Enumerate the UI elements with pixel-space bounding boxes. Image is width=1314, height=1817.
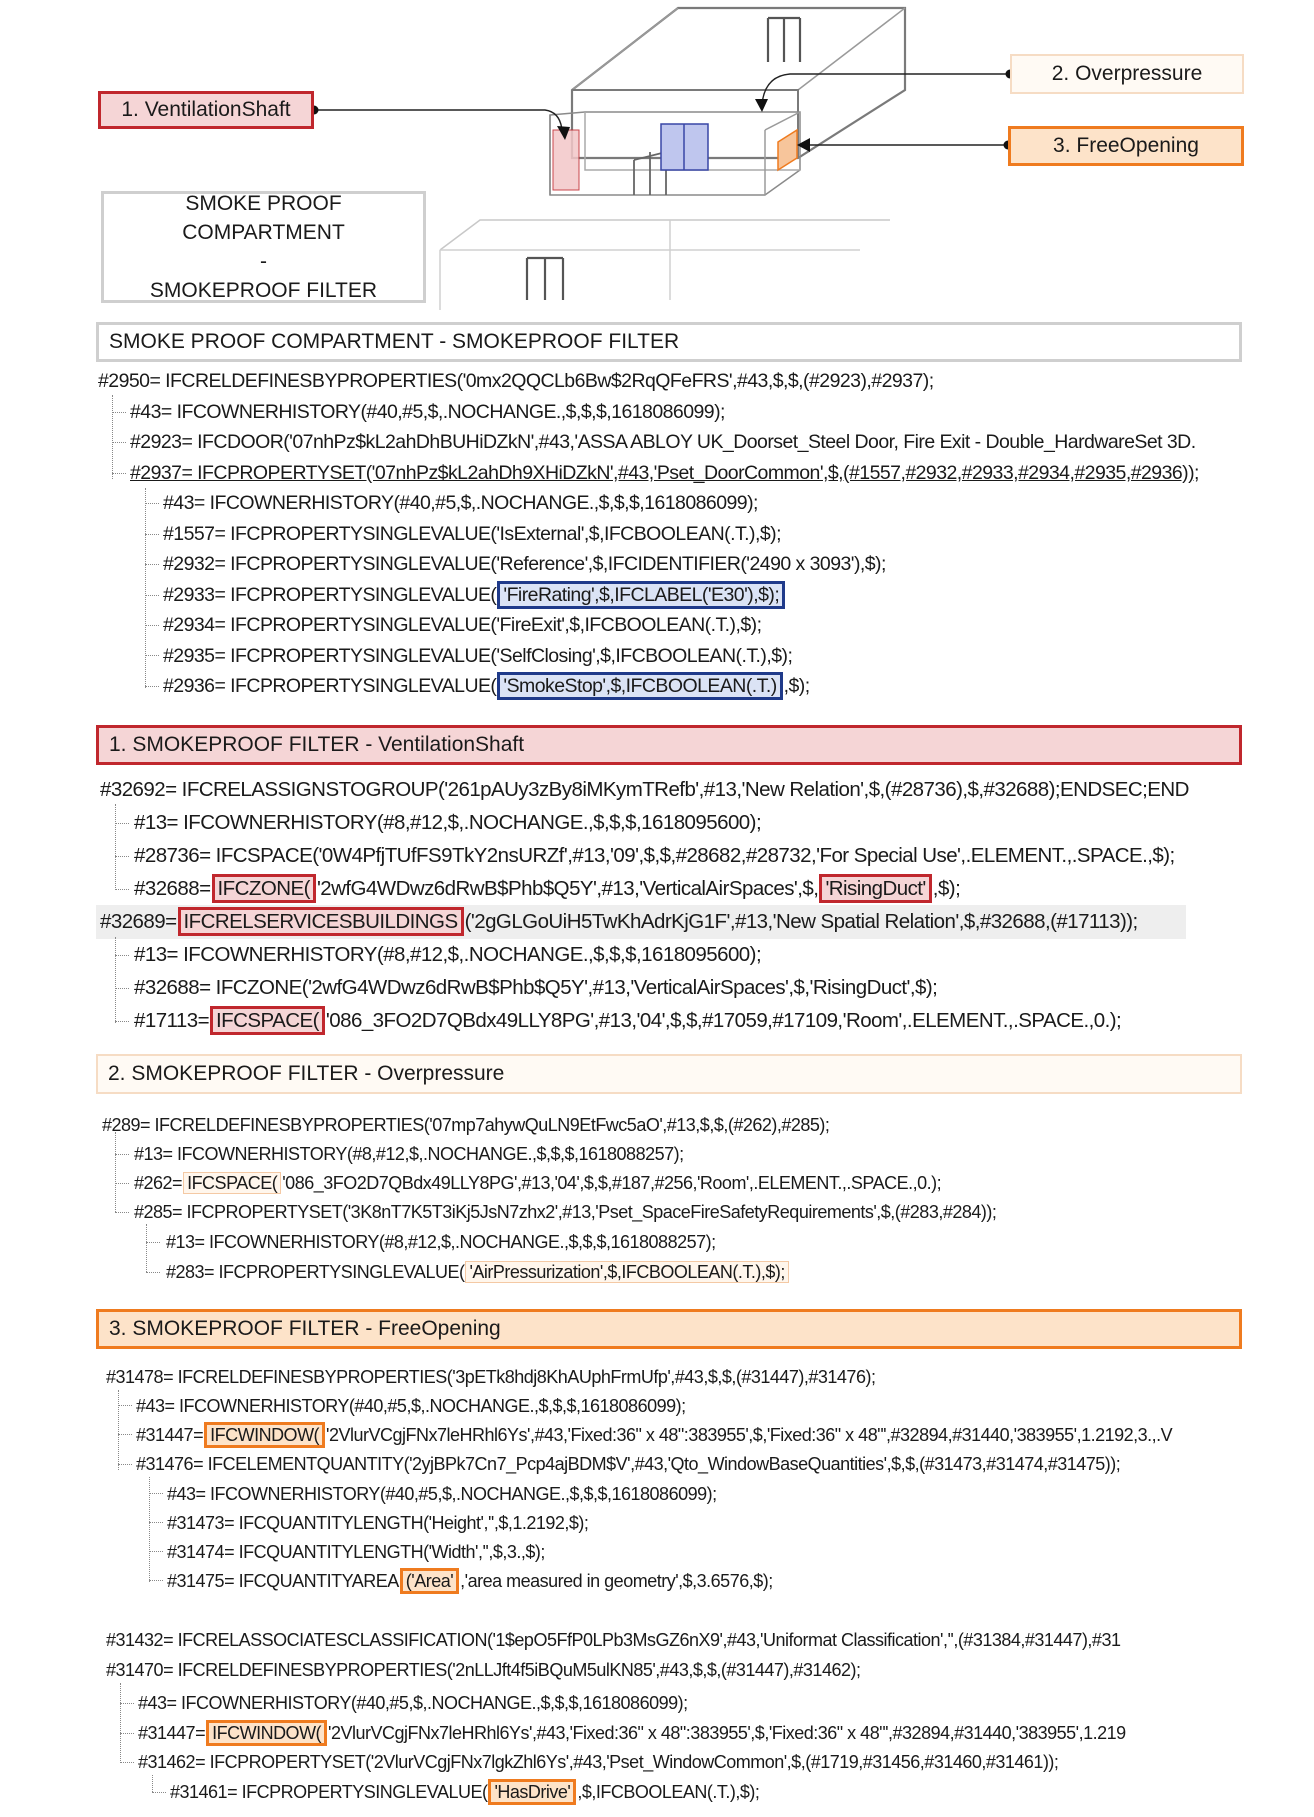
ifc-line	[163, 582, 786, 608]
highlight-ifcwindow: IFCWINDOW(	[204, 1422, 325, 1448]
ifc-code: '2wfG4WDwz6dRwB$Phb$Q5Y',#13,'VerticalAirSpaces',$,	[316, 877, 819, 900]
ifc-code: #2936= IFCPROPERTYSINGLEVALUE(	[163, 675, 497, 697]
ifc-code: ('2gGLGoUiH5TwKhAdrKjG1F',#13,'New Spatial Relation',$,#32688,(#17113));	[464, 910, 1138, 933]
ifc-line: #2932= IFCPROPERTYSINGLEVALUE('Reference',$,IFCIDENTIFIER('2490 x 3093'),$);	[163, 553, 886, 575]
ifc-code: '086_3FO2D7QBdx49LLY8PG',#13,'04',$,$,#187,#256,'Room',.ELEMENT.,.SPACE.,0.);	[282, 1173, 942, 1193]
compartment-label-line3: SMOKEPROOF FILTER	[149, 279, 378, 302]
ifc-line-propertyset: #2937= IFCPROPERTYSET('07nhPz$kL2ahDh9XHiDZkN',#43,'Pset_DoorCommon',$,(#1557,#2932,#2933,#2934,#2935,#2936));	[130, 462, 1199, 484]
ifc-code: #262=	[134, 1173, 183, 1193]
section-header-overpressure: 2. SMOKEPROOF FILTER - Overpressure	[96, 1054, 1242, 1094]
section-header-compartment: SMOKE PROOF COMPARTMENT - SMOKEPROOF FILTER	[96, 322, 1242, 362]
compartment-label-line1: SMOKE PROOF COMPARTMENT	[182, 192, 345, 244]
ifc-code: #32688=	[134, 877, 211, 900]
ifc-line: #2923= IFCDOOR('07nhPz$kL2ahDhBUHiDZkN',#43,'ASSA ABLOY UK_Doorset_Steel Door, Fire Exit - Double_HardwareSet 3D.	[130, 431, 1196, 453]
ifc-code: #2933= IFCPROPERTYSINGLEVALUE(	[163, 584, 497, 606]
section-header-ventilation-shaft: 1. SMOKEPROOF FILTER - VentilationShaft	[96, 725, 1242, 765]
section-header-free-opening: 3. SMOKEPROOF FILTER - FreeOpening	[96, 1309, 1242, 1349]
callout-ventilation-shaft: 1. VentilationShaft	[98, 91, 314, 129]
callout-free-opening: 3. FreeOpening	[1008, 126, 1244, 166]
highlight-air-pressurization: 'AirPressurization',$,IFCBOOLEAN(.T.),$);	[465, 1261, 788, 1283]
ifc-line: #31474= IFCQUANTITYLENGTH('Width','',$,3.,$);	[167, 1542, 545, 1562]
ifc-code: #31447=	[136, 1425, 204, 1445]
ifc-code: ,'area measured in geometry',$,3.6576,$);	[460, 1571, 773, 1591]
highlight-ifczone: IFCZONE(	[212, 874, 316, 903]
ifc-line	[134, 876, 960, 902]
ifc-line: #28736= IFCSPACE('0W4PfjTUfFS9TkY2nsURZf',#13,'09',$,$,#28682,#28732,'For Special Use',.ELEMENT.,.SPACE.,$);	[134, 844, 1175, 867]
ifc-code: #31447=	[138, 1723, 206, 1743]
ifc-line: #13= IFCOWNERHISTORY(#8,#12,$,.NOCHANGE.,$,$,$,1618095600);	[134, 943, 762, 966]
compartment-label-line2: -	[260, 250, 267, 273]
highlight-area: ('Area'	[400, 1568, 459, 1594]
ifc-line	[167, 1568, 773, 1594]
ifc-line: #43= IFCOWNERHISTORY(#40,#5,$,.NOCHANGE.,$,$,$,1618086099);	[138, 1693, 688, 1713]
ifc-line	[100, 909, 1138, 935]
ifc-line: #2935= IFCPROPERTYSINGLEVALUE('SelfClosing',$,IFCBOOLEAN(.T.),$);	[163, 645, 793, 667]
ifc-code: ,$,IFCBOOLEAN(.T.),$);	[577, 1782, 760, 1802]
ifc-line	[134, 1008, 1121, 1034]
ifc-code: #283= IFCPROPERTYSINGLEVALUE(	[166, 1262, 465, 1282]
ifc-code: ,$);	[932, 877, 961, 900]
ifc-line	[138, 1720, 1126, 1746]
ifc-line: #289= IFCRELDEFINESBYPROPERTIES('07mp7ahywQuLN9EtFwc5aO',#13,$,$,(#262),#285);	[102, 1115, 830, 1135]
callout-overpressure: 2. Overpressure	[1010, 54, 1244, 94]
ifc-line: #32688= IFCZONE('2wfG4WDwz6dRwB$Phb$Q5Y',#13,'VerticalAirSpaces',$,'RisingDuct',$);	[134, 976, 938, 999]
ifc-line: #13= IFCOWNERHISTORY(#8,#12,$,.NOCHANGE.,$,$,$,1618088257);	[166, 1232, 716, 1252]
compartment-label-box	[101, 191, 426, 303]
ifc-line	[136, 1422, 1172, 1448]
ifc-line	[134, 1170, 941, 1196]
ifc-line: #31432= IFCRELASSOCIATESCLASSIFICATION('1$epO5FfP0LPb3MsGZ6nX9',#43,'Uniformat Classification','',(#31384,#31447),#31	[106, 1630, 1121, 1650]
ifc-code: #31461= IFCPROPERTYSINGLEVALUE(	[170, 1782, 488, 1802]
highlight-smoke-stop: 'SmokeStop',$,IFCBOOLEAN(.T.)	[497, 672, 782, 700]
highlight-rising-duct: 'RisingDuct'	[819, 874, 931, 903]
highlight-ifcwindow-2: IFCWINDOW(	[206, 1720, 327, 1746]
ifc-line: #32692= IFCRELASSIGNSTOGROUP('261pAUy3zBy8iMKymTRefb',#13,'New Relation',$,(#28736),$,#32688);ENDSEC;END	[100, 778, 1189, 801]
ifc-line: #13= IFCOWNERHISTORY(#8,#12,$,.NOCHANGE.,$,$,$,1618088257);	[134, 1144, 684, 1164]
highlight-ifcspace-overpressure: IFCSPACE(	[183, 1172, 281, 1194]
highlight-fire-rating: 'FireRating',$,IFCLABEL('E30'),$);	[497, 581, 785, 609]
ifc-line: #2934= IFCPROPERTYSINGLEVALUE('FireExit',$,IFCBOOLEAN(.T.),$);	[163, 614, 762, 636]
ifc-line: #13= IFCOWNERHISTORY(#8,#12,$,.NOCHANGE.,$,$,$,1618095600);	[134, 811, 762, 834]
ifc-code: '2VlurVCgjFNx7leHRhl6Ys',#43,'Fixed:36" x 48":383955',$,'Fixed:36" x 48"',#32894,#31440,'383955',1.2192,3.,.V	[326, 1425, 1173, 1445]
ifc-line: #43= IFCOWNERHISTORY(#40,#5,$,.NOCHANGE.,$,$,$,1618086099);	[163, 492, 758, 514]
ifc-line: #1557= IFCPROPERTYSINGLEVALUE('IsExternal',$,IFCBOOLEAN(.T.),$);	[163, 523, 781, 545]
ifc-line	[163, 673, 810, 699]
ifc-line: #2950= IFCRELDEFINESBYPROPERTIES('0mx2QQCLb6Bw$2RqQFeFRS',#43,$,$,(#2923),#2937);	[98, 370, 934, 392]
ifc-code: '086_3FO2D7QBdx49LLY8PG',#13,'04',$,$,#17059,#17109,'Room',.ELEMENT.,.SPACE.,0.);	[325, 1009, 1122, 1032]
ifc-code: '2VlurVCgjFNx7leHRhl6Ys',#43,'Fixed:36" x 48":383955',$,'Fixed:36" x 48"',#32894,#31440,'383955',1.219	[328, 1723, 1126, 1743]
ifc-line: #31478= IFCRELDEFINESBYPROPERTIES('3pETk8hdj8KhAUphFrmUfp',#43,$,$,(#31447),#31476);	[106, 1367, 876, 1387]
ifc-code: #31475= IFCQUANTITYAREA	[167, 1571, 399, 1591]
ifc-line	[166, 1259, 790, 1285]
ifc-line: #285= IFCPROPERTYSET('3K8nT7K5T3iKj5JsN7zhx2',#13,'Pset_SpaceFireSafetyRequirements',$,(#283,#284));	[134, 1202, 997, 1222]
ifc-line: #31470= IFCRELDEFINESBYPROPERTIES('2nLLJft4f5iBQuM5ulKN85',#43,$,$,(#31447),#31462);	[106, 1660, 861, 1680]
ifc-line: #31473= IFCQUANTITYLENGTH('Height','',$,1.2192,$);	[167, 1513, 589, 1533]
ifc-line: #31476= IFCELEMENTQUANTITY('2yjBPk7Cn7_Pcp4ajBDM$V',#43,'Qto_WindowBaseQuantities',$,$,(#31473,#31474,#31475));	[136, 1454, 1121, 1474]
highlight-has-drive: 'HasDrive'	[488, 1779, 576, 1805]
ifc-code: #32689=	[100, 910, 177, 933]
ifc-code: ,$);	[783, 675, 810, 697]
ifc-line	[170, 1779, 759, 1805]
ifc-line: #43= IFCOWNERHISTORY(#40,#5,$,.NOCHANGE.,$,$,$,1618086099);	[167, 1484, 717, 1504]
ifc-line: #43= IFCOWNERHISTORY(#40,#5,$,.NOCHANGE.,$,$,$,1618086099);	[136, 1396, 686, 1416]
ifc-code: #17113=	[134, 1009, 210, 1032]
highlight-ifcrelservicesbuildings: IFCRELSERVICESBUILDINGS	[178, 907, 464, 936]
highlight-ifcspace: IFCSPACE(	[210, 1006, 325, 1035]
ifc-line: #43= IFCOWNERHISTORY(#40,#5,$,.NOCHANGE.,$,$,$,1618086099);	[130, 401, 725, 423]
ifc-line: #31462= IFCPROPERTYSET('2VlurVCgjFNx7lgkZhl6Ys',#43,'Pset_WindowCommon',$,(#1719,#31456,#31460,#31461));	[138, 1752, 1059, 1772]
